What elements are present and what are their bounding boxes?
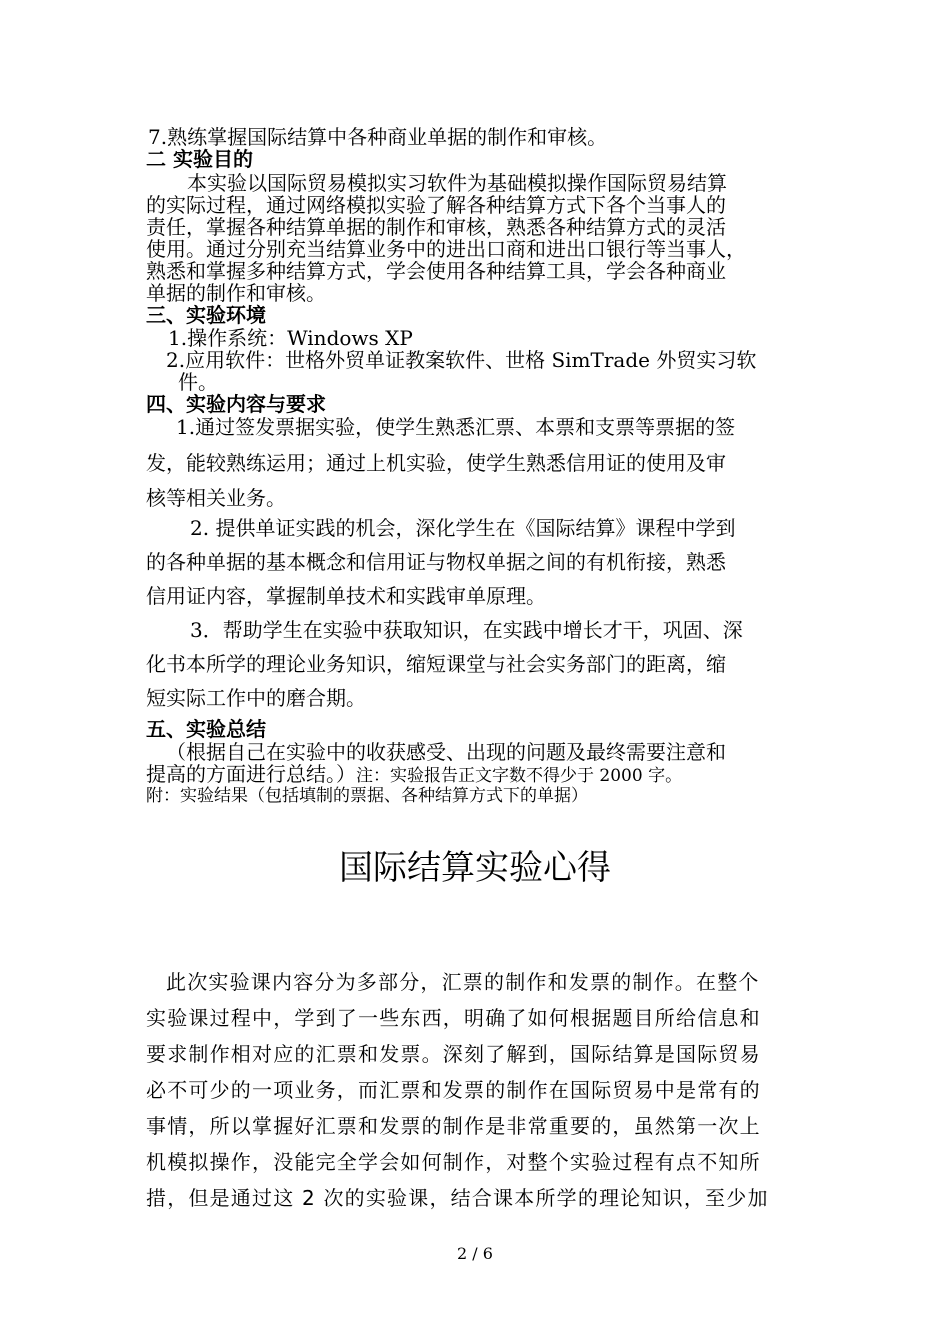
- essay-line: 此次实验课内容分为多部分，汇票的制作和发票的制作。在整个: [166, 970, 760, 994]
- page-number: 2 / 6: [457, 1244, 493, 1263]
- essay-line: 实验课过程中，学到了一些东西，明确了如何根据题目所给信息和: [146, 1006, 761, 1030]
- section-heading-content: 四、实验内容与要求: [146, 392, 326, 416]
- purpose-line: 熟悉和掌握多种结算方式，学会使用各种结算工具，学会各种商业: [146, 259, 726, 283]
- summary-line: [146, 763, 682, 786]
- content-line: 2. 提供单证实践的机会，深化学生在《国际结算》课程中学到: [190, 516, 736, 540]
- purpose-line: 使用。通过分别充当结算业务中的进出口商和进出口银行等当事人，: [146, 237, 746, 261]
- content-line: 1.通过签发票据实验，使学生熟悉汇票、本票和支票等票据的签: [176, 415, 736, 439]
- essay-line: 事情，所以掌握好汇票和发票的制作是非常重要的，虽然第一次上: [146, 1114, 761, 1138]
- purpose-line: 本实验以国际贸易模拟实习软件为基础模拟操作国际贸易结算: [187, 171, 727, 195]
- essay-line: 措，但是通过这 2 次的实验课，结合课本所学的理论知识，至少加: [146, 1186, 769, 1210]
- essay-line: 必不可少的一项业务，而汇票和发票的制作在国际贸易中是常有的: [146, 1078, 761, 1102]
- section-heading-purpose: 二 实验目的: [146, 147, 253, 171]
- purpose-line: 责任，掌握各种结算单据的制作和审核，熟悉各种结算方式的灵活: [146, 215, 726, 239]
- purpose-line: 单据的制作和审核。: [146, 281, 326, 305]
- essay-line: 要求制作相对应的汇票和发票。深刻了解到，国际结算是国际贸易: [146, 1042, 761, 1066]
- summary-line: （根据自己在实验中的收获感受、出现的问题及最终需要注意和: [166, 740, 726, 764]
- section-heading-environment: 三、实验环境: [146, 303, 266, 327]
- essay-line: 机模拟操作，没能完全学会如何制作，对整个实验过程有点不知所: [146, 1150, 761, 1174]
- word-count-note: 注：实验报告正文字数不得少于 2000 字。: [356, 766, 683, 786]
- content-line: 3．帮助学生在实验中获取知识，在实践中增长才干，巩固、深: [190, 618, 743, 642]
- environment-line: 件。: [178, 370, 218, 394]
- purpose-line: 的实际过程，通过网络模拟实验了解各种结算方式下各个当事人的: [146, 193, 726, 217]
- environment-line: 2.应用软件：世格外贸单证教案软件、世格 SimTrade 外贸实习软: [166, 348, 757, 372]
- content-line: 的各种单据的基本概念和信用证与物权单据之间的有机衔接，熟悉: [146, 550, 726, 574]
- essay-title: 国际结算实验心得: [339, 848, 611, 888]
- section-heading-summary: 五、实验总结: [146, 717, 266, 741]
- environment-line: 1.操作系统：Windows XP: [168, 326, 413, 350]
- objective-item-7: 7.熟练掌握国际结算中各种商业单据的制作和审核。: [148, 125, 608, 149]
- summary-text: 提高的方面进行总结。）: [146, 762, 356, 786]
- content-line: 核等相关业务。: [146, 486, 286, 510]
- content-line: 信用证内容，掌握制单技术和实践审单原理。: [146, 584, 546, 608]
- content-line: 短实际工作中的磨合期。: [146, 686, 366, 710]
- content-line: 化书本所学的理论业务知识，缩短课堂与社会实务部门的距离，缩: [146, 652, 726, 676]
- content-line: 发，能较熟练运用；通过上机实验，使学生熟悉信用证的使用及审: [146, 451, 726, 475]
- appendix-note: 附：实验结果（包括填制的票据、各种结算方式下的单据）: [146, 786, 588, 806]
